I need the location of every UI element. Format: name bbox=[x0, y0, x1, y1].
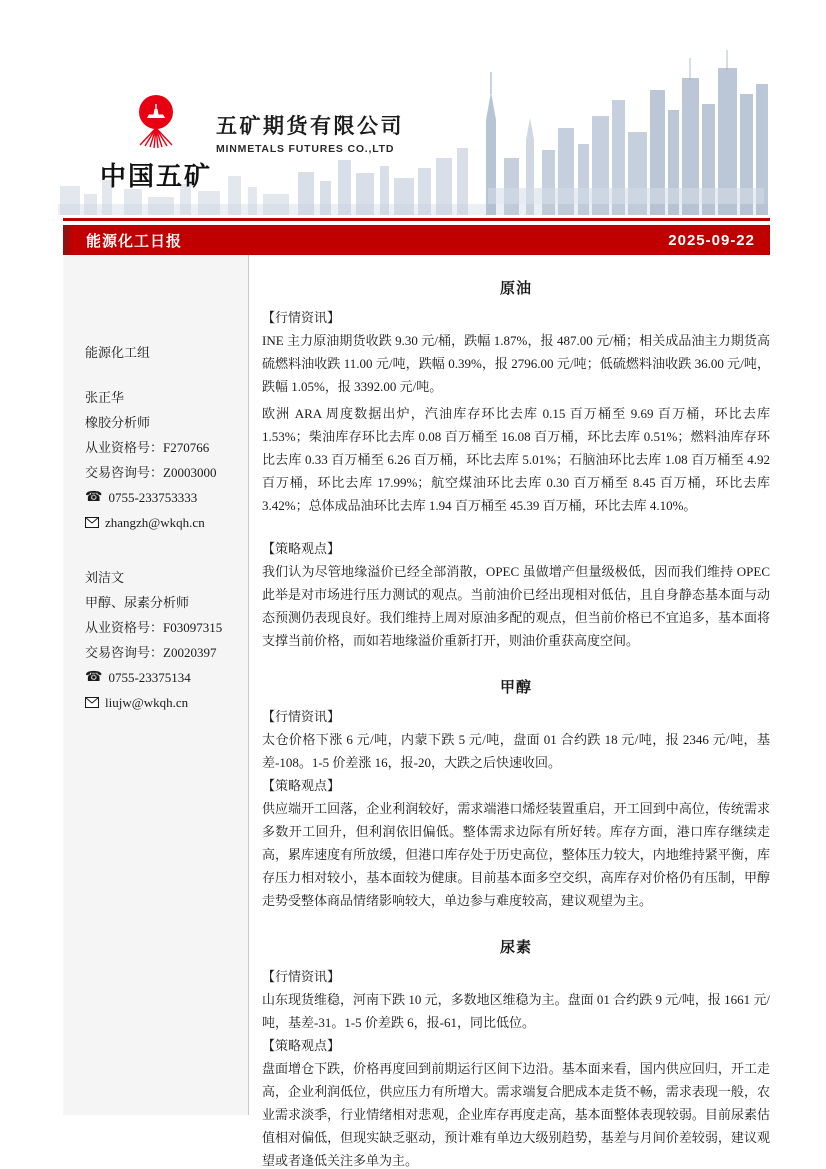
info-paragraph: 欧洲 ARA 周度数据出炉，汽油库存环比去库 0.15 百万桶至 9.69 百万桶，环比去库 1.53%；柴油库存环比去库 0.08 百万桶至 16.08 百万桶，环比去库 0.51%；燃料油库存环比去库 0.33 百万桶至 6.26 百万桶，环比去库 5.01%；石脑油环比去库 1.08 百万桶至 4.92 百万桶，环比去库 17.99%；航空煤油环比去库 0.30 百万桶至 8.45 百万桶，环比去库 3.42%；总体成品油环比去库 1.94 百万桶至 45.39 百万桶，环比去库 4.10%。 bbox=[262, 406, 770, 513]
spacer bbox=[262, 517, 770, 537]
advisory-row bbox=[85, 640, 238, 665]
group-label: 能源化工组 bbox=[85, 345, 151, 360]
info-label: 【行情资讯】 bbox=[262, 709, 341, 724]
analyst-card bbox=[85, 385, 238, 535]
report-header bbox=[0, 0, 826, 218]
report-banner bbox=[63, 225, 770, 255]
logo-text: 中国五矿 bbox=[100, 161, 213, 191]
strategy-label: 【策略观点】 bbox=[262, 1038, 341, 1053]
strategy-paragraph: 供应端开工回落，企业利润较好，需求端港口烯烃装置重启，开工回到中高位，传统需求多数开工回升，但利润依旧偏低。整体需求边际有所好转。库存方面，港口库存继续走高，累库速度有所放缓，但港口库存处于历史高位，整体压力较大，内地维持紧平衡，库存压力相对较小，基本面较为健康。目前基本面多空交织，高库存对价格仍有压制，甲醇走势受整体商品情绪影响较大，单边参与难度较高，建议观望为主。 bbox=[262, 801, 770, 908]
advisory-number: Z0003000 bbox=[163, 465, 217, 480]
company-name-block bbox=[216, 110, 404, 155]
phone-row bbox=[85, 665, 238, 690]
advisory-label: 交易咨询号： bbox=[85, 645, 164, 660]
strategy-label: 【策略观点】 bbox=[262, 541, 341, 556]
analyst-sidebar bbox=[63, 255, 249, 1115]
qualification-label: 从业资格号： bbox=[85, 620, 164, 635]
phone-number: 0755-233753333 bbox=[108, 490, 198, 505]
section-title: 甲醇 bbox=[499, 679, 532, 696]
section-methanol bbox=[262, 676, 770, 912]
advisory-label: 交易咨询号： bbox=[85, 465, 164, 480]
strategy-paragraph: 盘面增仓下跌，价格再度回到前期运行区间下边沿。基本面来看，国内供应回归，开工走高，企业利润低位，供应压力有所增大。需求端复合肥成本走货不畅，需求表现一般，农业需求淡季，行业情绪相对悲观，企业库存再度走高，基本面整体表现较弱。目前尿素估值相对偏低，但现实缺乏驱动，预计难有单边大级别趋势，基差与月间价差较弱，建议观望或者逢低关注多单为主。 bbox=[262, 1061, 770, 1168]
qualification-number: F270766 bbox=[163, 440, 210, 455]
section-title: 尿素 bbox=[499, 939, 532, 956]
analyst-title: 橡胶分析师 bbox=[85, 415, 151, 430]
section-urea bbox=[262, 936, 770, 1169]
phone-icon: ☎ bbox=[85, 489, 103, 505]
envelope-icon bbox=[85, 517, 99, 528]
report-title: 能源化工日报 bbox=[86, 232, 183, 250]
company-logo bbox=[100, 93, 212, 193]
analyst-name: 张正华 bbox=[85, 390, 125, 405]
info-paragraph: 太仓价格下涨 6 元/吨，内蒙下跌 5 元/吨，盘面 01 合约跌 18 元/吨，报 2346 元/吨，基差-108。1-5 价差涨 16，报-20，大跌之后快速收回。 bbox=[262, 732, 770, 770]
info-paragraph: INE 主力原油期货收跌 9.30 元/桶，跌幅 1.87%，报 487.00 元/桶；相关成品油主力期货高硫燃料油收跌 11.00 元/吨，跌幅 0.39%，报 2796.00 元/吨；低硫燃料油收跌 36.00 元/吨，跌幅 1.05%，报 3392.00 元/吨。 bbox=[262, 333, 770, 394]
content-area bbox=[63, 255, 770, 1169]
email-address: zhangzh@wkqh.cn bbox=[105, 515, 205, 530]
advisory-row bbox=[85, 460, 238, 485]
company-name-en: MINMETALS FUTURES CO.,LTD bbox=[216, 143, 395, 155]
info-paragraph: 山东现货维稳，河南下跌 10 元，多数地区维稳为主。盘面 01 合约跌 9 元/吨，报 1661 元/吨，基差-31。1-5 价差跌 6，报-61，同比低位。 bbox=[262, 992, 770, 1030]
section-crude-oil bbox=[262, 277, 770, 652]
qualification-row bbox=[85, 615, 238, 640]
phone-icon: ☎ bbox=[85, 669, 103, 685]
strategy-label: 【策略观点】 bbox=[262, 778, 341, 793]
report-date: 2025-09-22 bbox=[668, 231, 755, 249]
envelope-icon bbox=[85, 697, 99, 708]
analyst-card bbox=[85, 565, 238, 715]
section-title: 原油 bbox=[499, 280, 532, 297]
email-row bbox=[85, 510, 238, 535]
strategy-paragraph: 我们认为尽管地缘溢价已经全部消散，OPEC 虽做增产但量级极低，因而我们维持 OPEC 此举是对市场进行压力测试的观点。当前油价已经出现相对低估，且自身静态基本面与动态预测仍表现良好。我们维持上周对原油多配的观点，但当前价格已不宜追多，基本面将支撑当前价格，而如若地缘溢价重新打开，则油价重获高度空间。 bbox=[262, 564, 770, 648]
report-body bbox=[249, 255, 770, 1169]
qualification-label: 从业资格号： bbox=[85, 440, 164, 455]
email-row bbox=[85, 690, 238, 715]
advisory-number: Z0020397 bbox=[163, 645, 217, 660]
info-label: 【行情资讯】 bbox=[262, 969, 341, 984]
info-label: 【行情资讯】 bbox=[262, 310, 341, 325]
company-name-cn: 五矿期货有限公司 bbox=[216, 115, 404, 138]
qualification-number: F03097315 bbox=[163, 620, 223, 635]
email-address: liujw@wkqh.cn bbox=[105, 695, 189, 710]
analyst-name: 刘洁文 bbox=[85, 570, 125, 585]
minmetals-emblem-icon bbox=[132, 93, 180, 149]
analyst-title: 甲醇、尿素分析师 bbox=[85, 595, 190, 610]
phone-number: 0755-23375134 bbox=[108, 670, 191, 685]
phone-row bbox=[85, 485, 238, 510]
qualification-row bbox=[85, 435, 238, 460]
